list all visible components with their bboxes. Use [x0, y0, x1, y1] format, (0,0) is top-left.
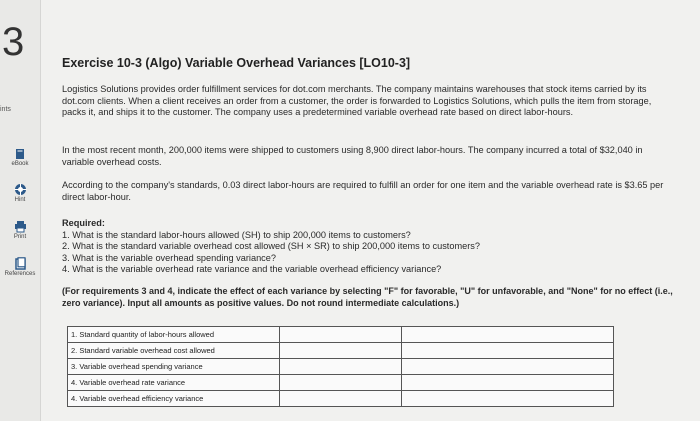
answer-empty-cell [402, 327, 614, 343]
left-sidebar [0, 0, 41, 421]
answer-input[interactable] [280, 327, 402, 343]
table-row [68, 327, 614, 343]
effect-field[interactable] [405, 391, 614, 406]
amount-field[interactable] [283, 359, 402, 374]
requirements-block [62, 218, 677, 276]
references-button[interactable] [0, 257, 40, 277]
points-label: ints [0, 106, 11, 113]
ebook-icon [14, 148, 26, 160]
answer-input[interactable] [280, 359, 402, 375]
row-label: 3. Variable overhead spending variance [68, 359, 280, 375]
row-label: 4. Variable overhead efficiency variance [68, 391, 280, 407]
required-heading: Required: [62, 218, 105, 228]
table-row [68, 343, 614, 359]
data-paragraph: In the most recent month, 200,000 items were shipped to customers using 8,900 direct labor-hours. The company incurred a total of $32,040 in variable overhead costs. [62, 145, 643, 167]
table-row [68, 391, 614, 407]
question-number: 3 [2, 20, 25, 64]
standards-paragraph: According to the company's standards, 0.03 direct labor-hours are required to fulfill an order for one item and the variable overhead rate is $3.65 per direct labor-hour. [62, 180, 664, 202]
references-label: References [4, 271, 36, 277]
amount-field[interactable] [283, 343, 402, 358]
table-row [68, 375, 614, 391]
amount-field[interactable] [283, 391, 402, 406]
answer-input[interactable] [280, 375, 402, 391]
effect-select[interactable] [402, 391, 614, 407]
requirement-item: 3. What is the variable overhead spending variance? [62, 252, 276, 263]
print-label: Print [13, 234, 27, 240]
answer-table [67, 326, 614, 407]
amount-field[interactable] [283, 375, 402, 390]
print-button[interactable] [0, 220, 40, 240]
ebook-label: eBook [11, 161, 29, 167]
effect-field[interactable] [405, 359, 614, 374]
requirement-item: 2. What is the standard variable overhead cost allowed (SH × SR) to ship 200,000 items to customers? [62, 241, 480, 251]
answer-input[interactable] [280, 343, 402, 359]
references-icon [14, 257, 27, 270]
hint-button[interactable] [0, 183, 40, 203]
effect-field[interactable] [405, 375, 614, 390]
requirement-item: 1. What is the standard labor-hours allowed (SH) to ship 200,000 items to customers? [62, 229, 411, 240]
requirement-item: 4. What is the variable overhead rate variance and the variable overhead efficiency variance? [62, 264, 442, 274]
hint-icon [14, 183, 27, 196]
amount-field[interactable] [283, 327, 402, 342]
row-label: 4. Variable overhead rate variance [68, 375, 280, 391]
intro-paragraph: Logistics Solutions provides order fulfillment services for dot.com merchants. The company maintains warehouses that stock items carried by its dot.com clients. When a client receives an order from a customer, the order is forwarded to Logistics Solutions, which pulls the item from storage, packs it, and ships it to the customer. The company uses a predetermined variable overhead rate based on direct labor-hours. [62, 84, 652, 117]
effect-select[interactable] [402, 375, 614, 391]
hint-label: Hint [14, 197, 26, 203]
effect-select[interactable] [402, 359, 614, 375]
ebook-button[interactable] [0, 148, 40, 167]
row-label: 2. Standard variable overhead cost allowed [68, 343, 280, 359]
row-label: 1. Standard quantity of labor-hours allowed [68, 327, 280, 343]
exercise-title: Exercise 10-3 (Algo) Variable Overhead Variances [LO10-3] [62, 56, 411, 70]
answer-empty-cell [402, 343, 614, 359]
answer-input[interactable] [280, 391, 402, 407]
instruction-note: (For requirements 3 and 4, indicate the effect of each variance by selecting "F" for favorable, "U" for unfavorable, and "None" for no effect (i.e., zero variance). Input all amounts as positive values. Do not round intermediate calculations.) [62, 286, 673, 308]
table-row [68, 359, 614, 375]
print-icon [14, 220, 27, 233]
